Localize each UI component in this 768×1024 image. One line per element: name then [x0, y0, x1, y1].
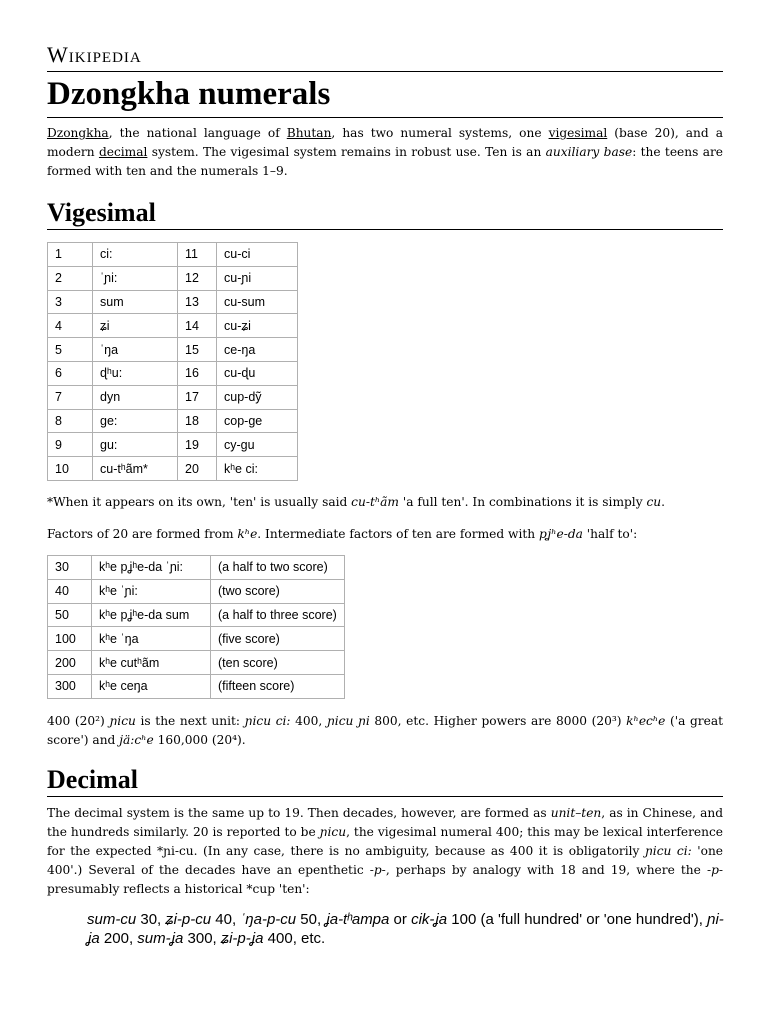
table-cell: 11	[178, 243, 217, 267]
table-row	[48, 385, 298, 409]
section-divider	[47, 229, 723, 230]
table-cell: 16	[178, 361, 217, 385]
table-cell: 4	[48, 314, 93, 338]
table-cell: kʰe ˈŋa	[92, 627, 211, 651]
table-cell: ci:	[93, 243, 178, 267]
table-cell: 19	[178, 433, 217, 457]
table-cell: 10	[48, 457, 93, 481]
header-divider	[47, 71, 723, 72]
table-cell: 15	[178, 338, 217, 362]
table-cell: ce-ŋa	[217, 338, 298, 362]
vigesimal-note: *When it appears on its own, 'ten' is usually said cu-tʰãm 'a full ten'. In combinations it is simply cu.	[47, 495, 666, 509]
table-cell: 6	[48, 361, 93, 385]
table-cell: cu-ɖu	[217, 361, 298, 385]
section-heading-decimal: Decimal	[47, 765, 138, 794]
table-cell: sum	[93, 290, 178, 314]
intro-paragraph: Dzongkha, the national language of Bhutan, has two numeral systems, one vigesimal (base 20), and a modern decimal system. The vigesimal system remains in robust use. Ten is an auxiliary base: the teens are formed with ten and the numerals 1–9.	[47, 126, 724, 178]
table-cell: (ten score)	[211, 651, 345, 675]
table-row	[48, 338, 298, 362]
table-cell: cu-ɲi	[217, 266, 298, 290]
decimal-paragraph: The decimal system is the same up to 19. Then decades, however, are formed as unit–ten, as in Chinese, and the hundreds similarly. 20 is reported to be ɲicu, the vigesimal numeral 400; this may be lexical interference for the expected *ɲi-cu. (In any case, there is no ambiguity, because as 400 it is obligatorily ɲicu ci: 'one 400'.) Several of the decades have an epenthetic -p-, perhaps by analogy with 18 and 19, where the -p- presumably reflects a historical *cup 'ten':	[47, 806, 724, 896]
table-cell: kʰe ceŋa	[92, 674, 211, 698]
title-divider	[47, 117, 723, 118]
table-cell: 1	[48, 243, 93, 267]
table-cell: ʑi	[93, 314, 178, 338]
table-row	[48, 651, 345, 675]
table-cell: (a half to two score)	[211, 556, 345, 580]
factors-intro: Factors of 20 are formed from kʰe. Intermediate factors of ten are formed with pʝʰe-da 'half to':	[47, 527, 638, 541]
page-title: Dzongkha numerals	[47, 76, 331, 112]
table-row	[48, 314, 298, 338]
table-cell: dyn	[93, 385, 178, 409]
table-cell: 100	[48, 627, 92, 651]
table-cell: 2	[48, 266, 93, 290]
table-cell: cu-ʑi	[217, 314, 298, 338]
table-cell: 13	[178, 290, 217, 314]
table-cell: kʰe pʝʰe-da ˈɲi:	[92, 556, 211, 580]
table-cell: 40	[48, 579, 92, 603]
table-cell: 50	[48, 603, 92, 627]
table-cell: 300	[48, 674, 92, 698]
logo-text: Wikipedia	[47, 42, 142, 67]
wikipedia-logo[interactable]	[47, 42, 142, 68]
table-cell: ge:	[93, 409, 178, 433]
section-divider	[47, 796, 723, 797]
link-bhutan[interactable]: Bhutan	[286, 126, 332, 140]
auxiliary-base-term: auxiliary base	[545, 145, 633, 159]
table-cell: 18	[178, 409, 217, 433]
table-row	[48, 627, 345, 651]
table-cell: kʰe cutʰãm	[92, 651, 211, 675]
table-row	[48, 603, 345, 627]
table-cell: 14	[178, 314, 217, 338]
table-cell: (fifteen score)	[211, 674, 345, 698]
table-cell: cop-ge	[217, 409, 298, 433]
link-decimal[interactable]: decimal	[98, 145, 148, 159]
table-cell: cu-ci	[217, 243, 298, 267]
vigesimal-table	[47, 242, 298, 481]
table-row	[48, 579, 345, 603]
table-cell: 5	[48, 338, 93, 362]
table-row	[48, 243, 298, 267]
table-cell: ɖʰu:	[93, 361, 178, 385]
table-cell: 9	[48, 433, 93, 457]
factors-table-wrap	[47, 555, 723, 699]
table-cell: kʰe pʝʰe-da sum	[92, 603, 211, 627]
table-cell: cu-tʰãm*	[93, 457, 178, 481]
table-cell: gu:	[93, 433, 178, 457]
table-cell: 3	[48, 290, 93, 314]
table-row	[48, 409, 298, 433]
table-cell: cy-gu	[217, 433, 298, 457]
table-cell: (five score)	[211, 627, 345, 651]
table-cell: ˈɲi:	[93, 266, 178, 290]
table-cell: 12	[178, 266, 217, 290]
table-row	[48, 433, 298, 457]
table-row	[48, 457, 298, 481]
table-row	[48, 266, 298, 290]
table-cell: 8	[48, 409, 93, 433]
table-cell: cup-dỹ	[217, 385, 298, 409]
section-heading-vigesimal: Vigesimal	[47, 198, 156, 227]
table-cell: 20	[178, 457, 217, 481]
table-cell: 30	[48, 556, 92, 580]
vigesimal-table-wrap	[47, 242, 723, 481]
table-cell: (a half to three score)	[211, 603, 345, 627]
table-cell: 200	[48, 651, 92, 675]
table-row	[48, 674, 345, 698]
table-cell: ˈŋa	[93, 338, 178, 362]
table-row	[48, 361, 298, 385]
factors-table	[47, 555, 345, 699]
table-cell: cu-sum	[217, 290, 298, 314]
table-cell: 17	[178, 385, 217, 409]
link-vigesimal[interactable]: vigesimal	[548, 126, 608, 140]
table-cell: kʰe ci:	[217, 457, 298, 481]
table-cell: kʰe ˈɲi:	[92, 579, 211, 603]
table-row	[48, 290, 298, 314]
powers-paragraph: 400 (20²) ɲicu is the next unit: ɲicu ci: 400, ɲicu ɲi 800, etc. Higher powers are 8000 (20³) kʰecʰe ('a great score') and jä:cʰe 160,000 (20⁴).	[47, 714, 724, 747]
link-dzongkha[interactable]: Dzongkha	[47, 126, 109, 140]
table-row	[48, 556, 345, 580]
table-cell: (two score)	[211, 579, 345, 603]
table-cell: 7	[48, 385, 93, 409]
decimal-examples: sum-cu 30, ʑi-p-cu 40, ˈŋa-p-cu 50, ʝa-tʰampa or cik-ʝa 100 (a 'full hundred' or 'one hundred'), ɲi-ʝa 200, sum-ʝa 300, ʑi-p-ʝa 400, etc.	[87, 911, 724, 947]
